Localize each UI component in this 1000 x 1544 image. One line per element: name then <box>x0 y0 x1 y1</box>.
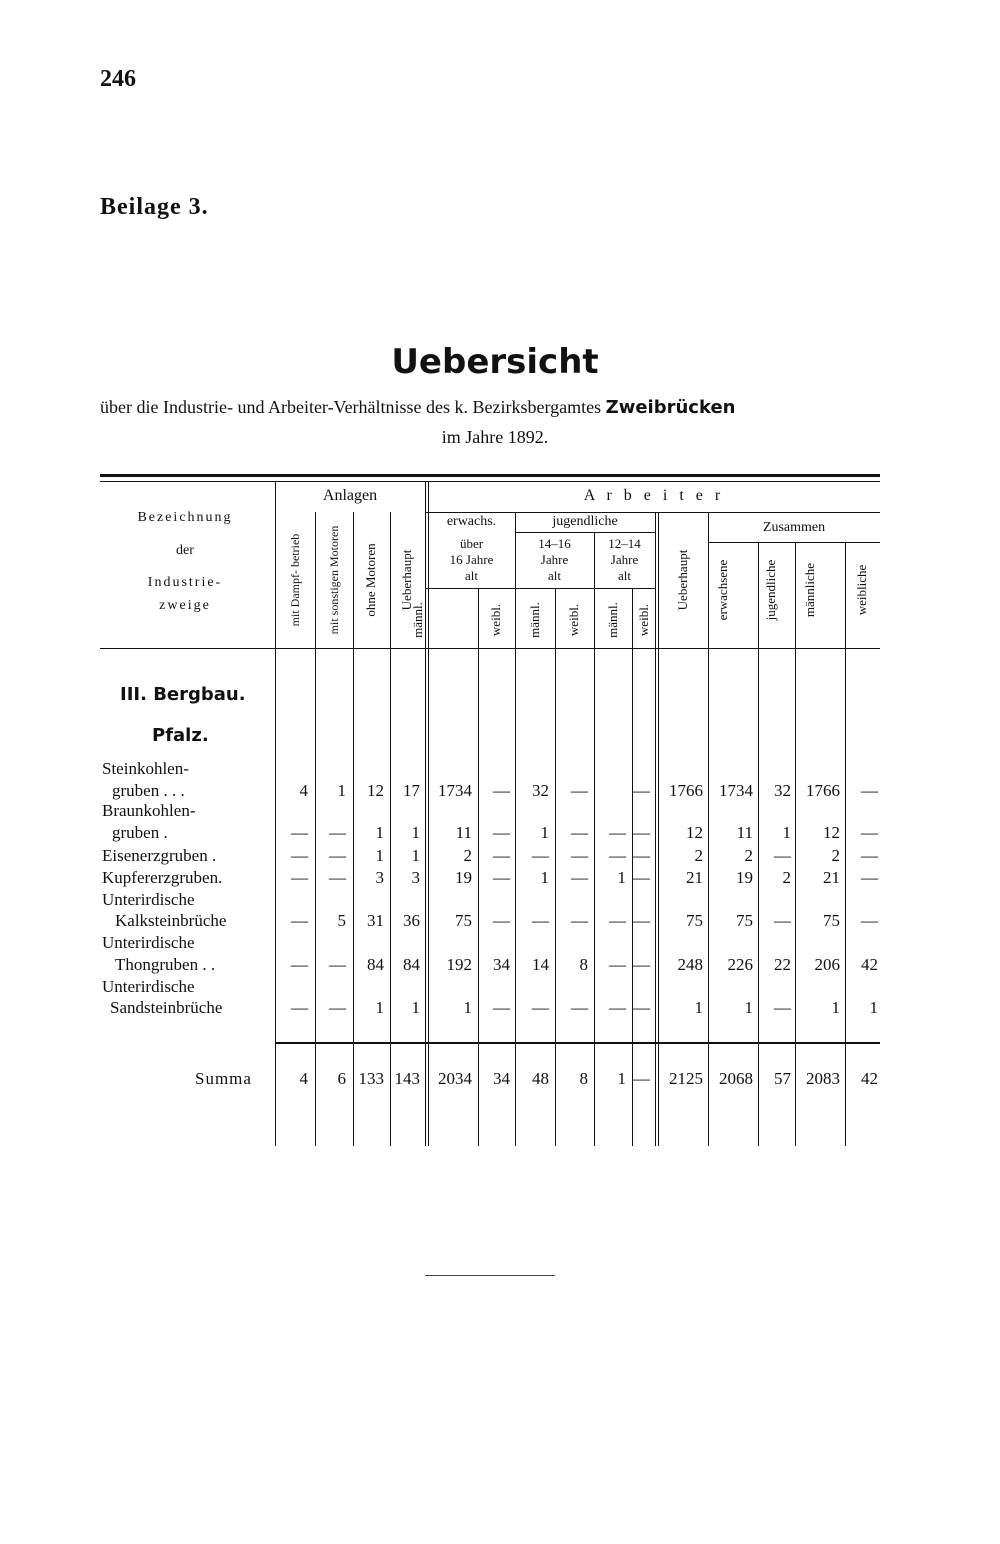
table-cell: — <box>291 955 308 974</box>
table-cell: 19 <box>736 868 753 887</box>
appendix-label: Beilage 3. <box>100 194 209 220</box>
table-cell: — <box>493 868 510 887</box>
summa-cell: 2125 <box>669 1069 703 1088</box>
summa-cell: 2068 <box>719 1069 753 1088</box>
table-cell: 4 <box>299 781 308 800</box>
table-cell: 1 <box>617 868 626 887</box>
table-cell: — <box>532 911 549 930</box>
table-cell: 1 <box>831 998 840 1017</box>
table-cell: 1 <box>337 781 346 800</box>
header-zusammen: Zusammen <box>762 520 826 535</box>
col-rule <box>795 542 796 1146</box>
header-bezeichnung: Bezeichnung <box>137 510 233 525</box>
table-cell: — <box>329 868 346 887</box>
row-label: Steinkohlen- <box>102 759 189 778</box>
table-cell: 1 <box>540 868 549 887</box>
summa-cell: — <box>633 1069 650 1088</box>
table-cell: 1 <box>463 998 472 1017</box>
subtitle-line-1 <box>100 397 736 418</box>
table-cell: 22 <box>774 955 791 974</box>
table-cell: — <box>609 998 626 1017</box>
table-cell: 1 <box>375 998 384 1017</box>
table-cell: 11 <box>736 823 753 842</box>
table-cell: — <box>493 911 510 930</box>
table-cell: — <box>291 846 308 865</box>
table-cell: — <box>633 868 650 887</box>
table-cell: 3 <box>375 868 384 887</box>
table-cell: — <box>493 846 510 865</box>
table-cell: 36 <box>403 911 420 930</box>
header-jugendliche-zus: jugendliche <box>763 559 778 621</box>
table-cell: — <box>633 955 650 974</box>
header-rule-jugendliche <box>515 532 655 533</box>
header-industrie: Industrie- <box>147 575 223 590</box>
col-rule <box>275 481 276 1146</box>
table-cell: 1 <box>869 998 878 1017</box>
table-cell: 1 <box>782 823 791 842</box>
table-cell: — <box>571 781 588 800</box>
table-cell: 14 <box>532 955 549 974</box>
table-cell: 8 <box>579 955 588 974</box>
table-cell: — <box>532 998 549 1017</box>
header-14-16-2: Jahre <box>540 552 569 567</box>
table-cell: 21 <box>686 868 703 887</box>
table-cell: — <box>571 998 588 1017</box>
header-ueber16-1: über <box>459 536 484 551</box>
table-cell: 1766 <box>806 781 840 800</box>
table-cell: 32 <box>774 781 791 800</box>
header-ueberhaupt-anlagen: Ueberhaupt <box>399 549 414 611</box>
table-cell: 5 <box>337 911 346 930</box>
section-subheading: Pfalz. <box>152 725 209 746</box>
summa-cell: 57 <box>774 1069 791 1088</box>
table-cell: 1734 <box>438 781 472 800</box>
table-cell: 2 <box>831 846 840 865</box>
table-cell: 1 <box>744 998 753 1017</box>
table-cell: 11 <box>455 823 472 842</box>
table-cell: — <box>861 911 878 930</box>
header-j1214-maennl: männl. <box>605 602 620 638</box>
table-cell: 1 <box>411 846 420 865</box>
summa-cell: 6 <box>337 1069 346 1088</box>
row-label: Braunkohlen- <box>102 801 196 820</box>
table-top-rule <box>100 474 880 477</box>
table-cell: — <box>774 846 791 865</box>
table-cell: 32 <box>532 781 549 800</box>
header-erwachs: erwachs. <box>446 514 497 529</box>
header-rule-zusammen <box>708 542 880 543</box>
table-cell: — <box>329 823 346 842</box>
header-jugendliche: jugendliche <box>552 514 618 529</box>
header-14-16-3: alt <box>548 568 561 583</box>
table-cell: — <box>291 823 308 842</box>
page-number: 246 <box>100 66 136 92</box>
table-cell: 1 <box>375 823 384 842</box>
header-rule-age-groups <box>425 588 655 589</box>
table-cell: — <box>493 998 510 1017</box>
summa-cell: 1 <box>617 1069 626 1088</box>
col-rule <box>845 542 846 1146</box>
subtitle-place: Zweibrücken <box>605 397 736 418</box>
summa-cell: 2034 <box>438 1069 472 1088</box>
summa-cell: 133 <box>358 1069 384 1088</box>
header-14-16-1: 14–16 <box>538 536 571 551</box>
table-cell: 226 <box>727 955 753 974</box>
table-cell: — <box>493 823 510 842</box>
table-cell: 2 <box>744 846 753 865</box>
table-cell: — <box>493 781 510 800</box>
table-cell: 75 <box>686 911 703 930</box>
table-cell: 2 <box>694 846 703 865</box>
header-12-14-1: 12–14 <box>608 536 641 551</box>
table-cell: — <box>774 998 791 1017</box>
table-cell: — <box>291 911 308 930</box>
table-cell: — <box>861 868 878 887</box>
subtitle-text: über die Industrie- und Arbeiter-Verhältnisse des k. Bezirksbergamtes <box>100 397 606 417</box>
header-erw-maennl: männl. <box>410 602 425 638</box>
header-erw-weibl: weibl. <box>488 603 503 637</box>
table-cell: 1734 <box>719 781 753 800</box>
table-cell: 1 <box>411 998 420 1017</box>
row-label: gruben . . . <box>112 781 185 800</box>
page-title: Uebersicht <box>391 342 599 382</box>
header-der: der <box>176 543 194 558</box>
row-label: Sandsteinbrüche <box>110 998 223 1017</box>
header-zweige: zweige <box>159 598 211 613</box>
subtitle-line-2: im Jahre 1892. <box>441 427 549 447</box>
table-cell: 75 <box>455 911 472 930</box>
table-cell: 75 <box>736 911 753 930</box>
col-rule <box>758 542 759 1146</box>
header-j1416-maennl: männl. <box>527 602 542 638</box>
table-cell: — <box>571 868 588 887</box>
table-cell: — <box>861 781 878 800</box>
header-maennliche: männliche <box>802 562 817 618</box>
header-mit-sonstigen: mit sonstigen Motoren <box>327 525 341 635</box>
table-cell: 1 <box>411 823 420 842</box>
table-cell: — <box>329 846 346 865</box>
header-12-14-3: alt <box>618 568 631 583</box>
row-label: Unterirdische <box>102 977 195 996</box>
row-label: Unterirdische <box>102 890 195 909</box>
table-cell: 1766 <box>669 781 703 800</box>
table-cell: — <box>774 911 791 930</box>
table-cell: — <box>633 998 650 1017</box>
table-cell: — <box>532 846 549 865</box>
table-cell: 19 <box>455 868 472 887</box>
row-label: gruben . <box>112 823 168 842</box>
table-cell: — <box>609 911 626 930</box>
table-cell: — <box>571 823 588 842</box>
table-cell: 42 <box>861 955 878 974</box>
header-ueberhaupt-arbeiter: Ueberhaupt <box>675 549 690 611</box>
summa-cell: 8 <box>579 1069 588 1088</box>
summa-cell: 34 <box>493 1069 510 1088</box>
table-cell: — <box>329 998 346 1017</box>
header-arbeiter: A r b e i t e r <box>583 487 725 504</box>
table-cell: 31 <box>367 911 384 930</box>
header-mit-dampf: mit Dampf- betrieb <box>288 533 302 627</box>
row-label: Thongruben . . <box>115 955 216 974</box>
table-cell: — <box>633 781 650 800</box>
header-j1214-weibl: weibl. <box>636 603 651 637</box>
summa-label: Summa <box>195 1069 252 1088</box>
table-cell: 84 <box>367 955 384 974</box>
header-ueber16-2: 16 Jahre <box>449 552 494 567</box>
table-cell: 2 <box>463 846 472 865</box>
table-cell: 206 <box>814 955 840 974</box>
table-cell: 192 <box>446 955 472 974</box>
row-label: Kalksteinbrüche <box>115 911 227 930</box>
table-cell: 84 <box>403 955 420 974</box>
table-cell: 1 <box>694 998 703 1017</box>
row-label: Unterirdische <box>102 933 195 952</box>
table-cell: 17 <box>403 781 420 800</box>
header-rule-arbeiter <box>425 512 880 513</box>
table-cell: — <box>329 955 346 974</box>
summa-cell: 4 <box>299 1069 308 1088</box>
summa-cell: 48 <box>532 1069 549 1088</box>
table-cell: — <box>571 911 588 930</box>
page-ornament-rule <box>425 1275 555 1276</box>
table-cell: 2 <box>782 868 791 887</box>
header-ueber16-3: alt <box>465 568 478 583</box>
table-cell: 1 <box>375 846 384 865</box>
row-label: Eisenerzgruben . <box>102 846 217 865</box>
table-cell: 21 <box>823 868 840 887</box>
table-cell: 75 <box>823 911 840 930</box>
summa-cell: 42 <box>861 1069 878 1088</box>
summa-cell: 143 <box>394 1069 420 1088</box>
table-cell: 1 <box>540 823 549 842</box>
col-rule <box>478 588 479 1146</box>
col-rule <box>425 481 426 1146</box>
col-rule <box>555 588 556 1146</box>
section-heading: III. Bergbau. <box>120 684 246 705</box>
table-top-rule-thin <box>100 481 880 482</box>
table-cell: — <box>291 998 308 1017</box>
header-ohne-motoren: ohne Motoren <box>363 543 378 617</box>
table-cell: 34 <box>493 955 510 974</box>
header-anlagen: Anlagen <box>322 487 378 504</box>
table-cell: — <box>633 846 650 865</box>
row-label: Kupfererzgruben. <box>102 868 223 887</box>
header-erwachsene: erwachsene <box>715 559 730 621</box>
table-cell: — <box>861 846 878 865</box>
table-cell: — <box>633 911 650 930</box>
table-cell: 12 <box>823 823 840 842</box>
header-j1416-weibl: weibl. <box>566 603 581 637</box>
table-cell: 248 <box>677 955 703 974</box>
table-cell: — <box>609 823 626 842</box>
table-cell: 12 <box>367 781 384 800</box>
table-cell: 12 <box>686 823 703 842</box>
table-cell: — <box>571 846 588 865</box>
col-rule <box>632 588 633 1146</box>
summa-rule <box>275 1042 880 1044</box>
table-cell: — <box>633 823 650 842</box>
table-cell: — <box>861 823 878 842</box>
table-cell: — <box>609 955 626 974</box>
summa-cell: 2083 <box>806 1069 840 1088</box>
header-12-14-2: Jahre <box>610 552 639 567</box>
table-cell: — <box>609 846 626 865</box>
header-weibliche: weibliche <box>854 564 869 616</box>
table-cell: — <box>291 868 308 887</box>
table-cell: 3 <box>411 868 420 887</box>
